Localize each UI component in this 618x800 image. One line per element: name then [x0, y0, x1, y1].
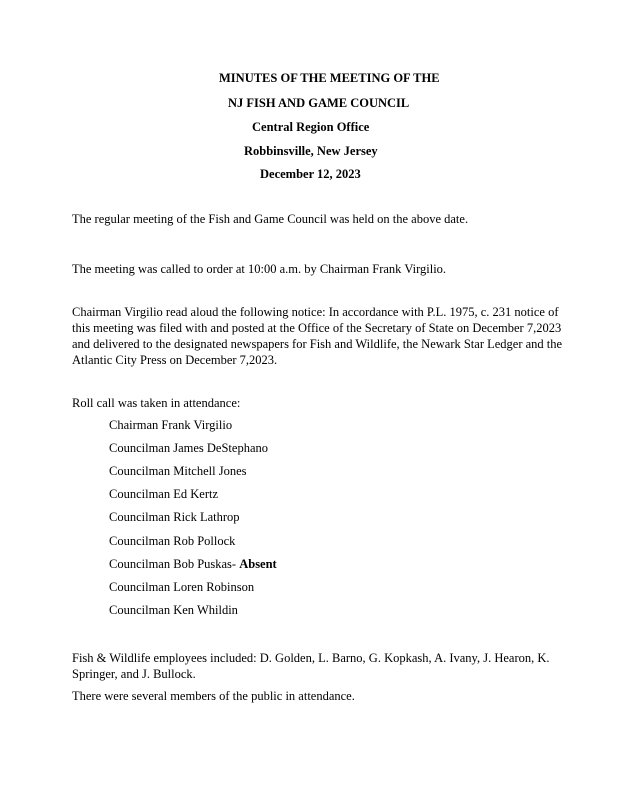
- paragraph-line: The regular meeting of the Fish and Game Council was held on the above date.: [72, 212, 469, 226]
- paragraph-employees: [72, 650, 550, 682]
- paragraph-line: and delivered to the designated newspapers for Fish and Wildlife, the Newark Star Ledger and the: [72, 337, 563, 351]
- paragraph-line: Atlantic City Press on December 7,2023.: [72, 353, 278, 367]
- paragraph-line: Springer, and J. Bullock.: [72, 667, 196, 681]
- attendee-chairman-virgilio: Chairman Frank Virgilio: [109, 418, 233, 432]
- attendee-whildin: Councilman Ken Whildin: [109, 603, 238, 617]
- title-line-1: MINUTES OF THE MEETING OF THE: [219, 71, 440, 85]
- paragraph-roll-call: [72, 395, 550, 411]
- paragraph-line: Chairman Virgilio read aloud the following notice: In accordance with P.L. 1975, c. 231 notice of: [72, 305, 559, 319]
- attendee-kertz: Councilman Ed Kertz: [109, 487, 218, 501]
- title-line-2: NJ FISH AND GAME COUNCIL: [228, 96, 410, 110]
- title-location: Robbinsville, New Jersey: [244, 144, 378, 158]
- title-office: Central Region Office: [252, 120, 370, 134]
- attendee-pollock: Councilman Rob Pollock: [109, 534, 236, 548]
- attendee-puskas-name: Councilman Bob Puskas-: [109, 557, 237, 571]
- attendee-puskas: [109, 557, 277, 572]
- paragraph-public: [72, 688, 550, 704]
- absent-label: Absent: [239, 557, 277, 571]
- paragraph-called-to-order: [72, 261, 550, 277]
- paragraph-line: Roll call was taken in attendance:: [72, 396, 241, 410]
- attendee-robinson: Councilman Loren Robinson: [109, 580, 255, 594]
- title-date: December 12, 2023: [260, 167, 361, 181]
- attendee-jones: Councilman Mitchell Jones: [109, 464, 247, 478]
- paragraph-notice: [72, 304, 563, 368]
- paragraph-regular-meeting: [72, 211, 550, 227]
- paragraph-line: Fish & Wildlife employees included: D. Golden, L. Barno, G. Kopkash, A. Ivany, J. Hearon, K.: [72, 651, 550, 665]
- attendee-destephano: Councilman James DeStephano: [109, 441, 268, 455]
- paragraph-line: The meeting was called to order at 10:00 a.m. by Chairman Frank Virgilio.: [72, 262, 447, 276]
- paragraph-line: There were several members of the public in attendance.: [72, 689, 355, 703]
- attendee-lathrop: Councilman Rick Lathrop: [109, 510, 240, 524]
- paragraph-line: this meeting was filed with and posted at the Office of the Secretary of State on December 7,2023: [72, 321, 562, 335]
